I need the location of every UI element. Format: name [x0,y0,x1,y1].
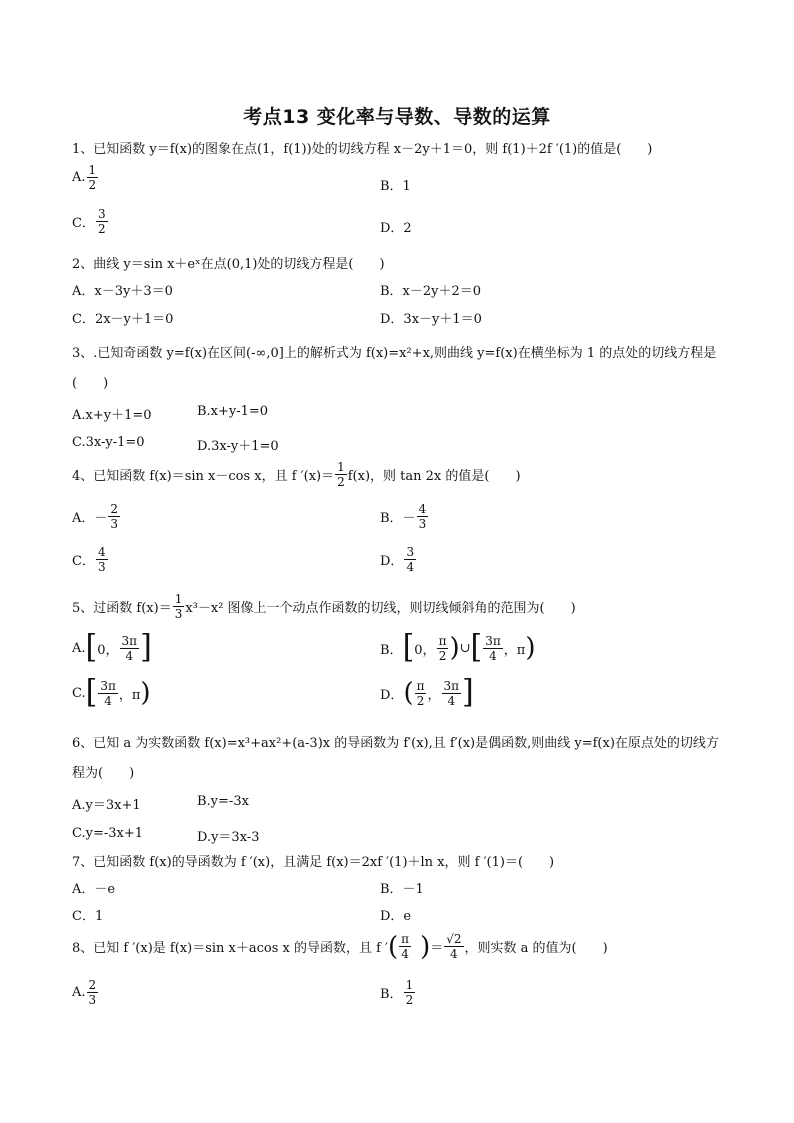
q1-option-a[interactable] [72,163,99,192]
q4-option-c-label: C． [72,554,95,569]
q2-option-c[interactable]: C．2x－y＋1＝0 [72,312,174,327]
q5-option-b-fraction-1 [437,634,449,663]
q5-option-a-label: A. [72,640,86,656]
q4-option-d[interactable] [380,545,417,574]
denominator: 2 [416,693,425,708]
numerator: 3 [97,207,106,221]
right-paren-icon: ) [140,678,151,708]
q3-option-a[interactable]: A.x+y＋1=0 [72,408,152,423]
q5-option-d-fraction-1 [415,679,427,708]
q5-option-b-fraction-2 [483,634,503,663]
numerator: 1 [337,460,345,474]
q8-option-a-fraction [87,978,99,1007]
numerator: 4 [97,545,106,559]
q8-stem-part2: ，则实数 a 的值为( ) [464,941,608,956]
q5-option-b-label: B． [380,642,403,658]
numerator: 3 [406,545,415,559]
q8-option-a[interactable] [72,978,99,1007]
q1-option-c-fraction [96,207,108,236]
q5-option-c-label: C. [72,685,86,701]
denominator: 4 [447,693,456,708]
numerator: 2 [110,502,119,516]
q8-option-b[interactable] [380,978,416,1007]
q4-option-d-label: D． [380,554,404,569]
q1-option-d[interactable]: D．2 [380,221,412,236]
denominator: 2 [88,178,97,192]
q4-option-a[interactable] [72,502,121,531]
question-2-stem: 2、曲线 y＝sin x＋eˣ在点(0,1)处的切线方程是( ) [72,257,385,272]
right-bracket-icon: ] [140,629,152,666]
numerator: 1 [88,163,97,177]
right-paren-icon: ) [525,633,536,663]
numerator: 3π [121,633,138,648]
q5-option-a-left: 0， [97,642,119,658]
q8-equals: ＝ [430,941,444,956]
right-paren-icon: ) [449,633,460,663]
question-1-stem: 1、已知函数 y＝f(x)的图象在点(1，f(1))处的切线方程 x－2y＋1＝0，则 f(1)＋2f ′(1)的值是( ) [72,142,653,157]
q6-option-b[interactable]: B.y=-3x [197,794,249,809]
q4-option-b[interactable] [380,502,429,531]
q5-stem-part2: x³－x² 图像上一个动点作函数的切线，则切线倾斜角的范围为( ) [185,601,576,616]
numerator: 4 [418,502,427,516]
question-6-stem-line1: 6、已知 a 为实数函数 f(x)=x³+ax²+(a-3)x 的导函数为 f′(x),且 f′(x)是偶函数,则曲线 y=f(x)在原点处的切线方 [72,736,719,751]
numerator: √2 [446,932,462,946]
denominator: 2 [438,648,447,663]
q2-option-d[interactable]: D．3x－y＋1＝0 [380,312,482,327]
q4-stem-part1: 4、已知函数 f(x)＝sin x－cos x，且 f ′(x)＝ [72,469,335,484]
numerator: 2 [88,978,97,992]
denominator: 4 [406,560,415,574]
q3-option-b[interactable]: B.x+y-1=0 [197,404,269,419]
left-bracket-icon: [ [402,629,415,666]
q5-option-b-right: ，π [503,642,526,658]
numerator: π [401,932,410,946]
page-title: 考点13 变化率与导数、导数的运算 [243,106,551,128]
denominator: 3 [418,517,427,531]
q4-option-c-fraction [96,545,108,574]
right-paren-icon: ) [420,931,431,962]
q7-option-d[interactable]: D．e [380,909,412,924]
q1-option-b[interactable]: B．1 [380,179,411,194]
denominator: 2 [97,222,106,236]
q8-option-b-fraction [404,978,416,1007]
question-4-stem [72,460,521,489]
q5-option-c[interactable] [72,674,151,711]
numerator: 1 [174,592,183,606]
denominator: 4 [104,693,112,708]
left-paren-icon: ( [403,678,414,708]
q8-stem-fraction-2 [444,932,463,961]
q1-option-a-fraction [87,163,99,192]
denominator: 3 [110,517,119,531]
q4-stem-fraction [335,460,347,489]
denominator: 3 [174,607,183,621]
denominator: 3 [88,993,97,1007]
q3-option-d[interactable]: D.3x-y＋1=0 [197,439,279,454]
q4-option-b-label: B．－ [380,511,416,526]
q4-option-d-fraction [404,545,416,574]
question-7-stem: 7、已知函数 f(x)的导函数为 f ′(x)，且满足 f(x)＝2xf ′(1)＋ln x，则 f ′(1)＝( ) [72,855,555,870]
denominator: 3 [97,560,106,574]
q1-option-a-label: A. [72,170,86,185]
denominator: 4 [450,947,458,961]
q6-option-c[interactable]: C.y=-3x+1 [72,826,144,841]
q1-option-c[interactable] [72,207,109,236]
q4-option-b-fraction [417,502,429,531]
q7-option-a[interactable]: A．－e [72,882,116,897]
q4-option-c[interactable] [72,545,109,574]
numerator: π [416,678,425,693]
question-8-stem [72,932,608,961]
q2-option-b[interactable]: B．x－2y＋2＝0 [380,284,482,299]
q8-stem-part1: 8、已知 f ′(x)是 f(x)＝sin x＋acos x 的导函数，且 f ′ [72,941,389,956]
q2-option-a[interactable]: A．x－3y＋3＝0 [72,284,173,299]
denominator: 4 [489,648,497,663]
q1-option-c-label: C． [72,216,95,231]
denominator: 4 [125,648,134,663]
q7-option-c[interactable]: C．1 [72,909,104,924]
q4-option-a-fraction [108,502,120,531]
q4-option-a-label: A．－ [72,511,108,526]
denominator: 2 [405,993,414,1007]
q5-option-a-fraction [120,634,140,663]
q5-option-b[interactable] [380,629,536,666]
q5-option-d-fraction-2 [442,679,462,708]
question-3-stem-line2: ( ) [72,376,109,391]
q3-option-c[interactable]: C.3x-y-1=0 [72,435,145,450]
q8-stem-fraction-1 [399,932,411,961]
q5-stem-fraction [173,592,185,621]
numerator: 3π [443,678,460,693]
left-paren-icon: ( [388,931,399,962]
q7-option-b[interactable]: B．－1 [380,882,424,897]
numerator: 3π [100,678,116,693]
q5-option-c-fraction [98,679,118,708]
question-6-stem-line2: 程为( ) [72,766,135,781]
q5-option-c-right: ，π [118,687,141,703]
denominator: 4 [401,947,409,961]
numerator: π [438,633,447,648]
q5-option-a[interactable] [72,629,152,666]
left-bracket-icon: [ [85,629,98,666]
denominator: 2 [337,475,345,489]
right-bracket-icon: ] [462,674,474,711]
numerator: 3π [485,633,501,648]
q8-option-b-label: B． [380,987,403,1002]
q6-option-d[interactable]: D.y＝3x-3 [197,830,260,845]
q8-option-a-label: A. [72,985,86,1000]
numerator: 1 [405,978,414,992]
q5-option-d[interactable]: D． ( $\frac{\pi}{2}$ ， $\frac{3\pi}{4}$ ] [380,674,474,711]
question-5-stem [72,592,576,621]
q5-option-d-label: D． [380,687,404,703]
q5-stem-part1: 5、过函数 f(x)＝ [72,601,172,616]
left-bracket-icon: [ [85,674,98,711]
q4-stem-part2: f(x)，则 tan 2x 的值是( ) [347,469,521,484]
union-symbol: ∪ [459,640,471,656]
left-bracket-icon: [ [470,629,483,666]
question-3-stem-line1: 3、.已知奇函数 y=f(x)在区间(-∞,0]上的解析式为 f(x)=x²+x,则曲线 y=f(x)在横坐标为 1 的点处的切线方程是 [72,346,717,361]
q6-option-a[interactable]: A.y＝3x+1 [72,798,141,813]
q5-option-b-left: 0， [414,642,436,658]
